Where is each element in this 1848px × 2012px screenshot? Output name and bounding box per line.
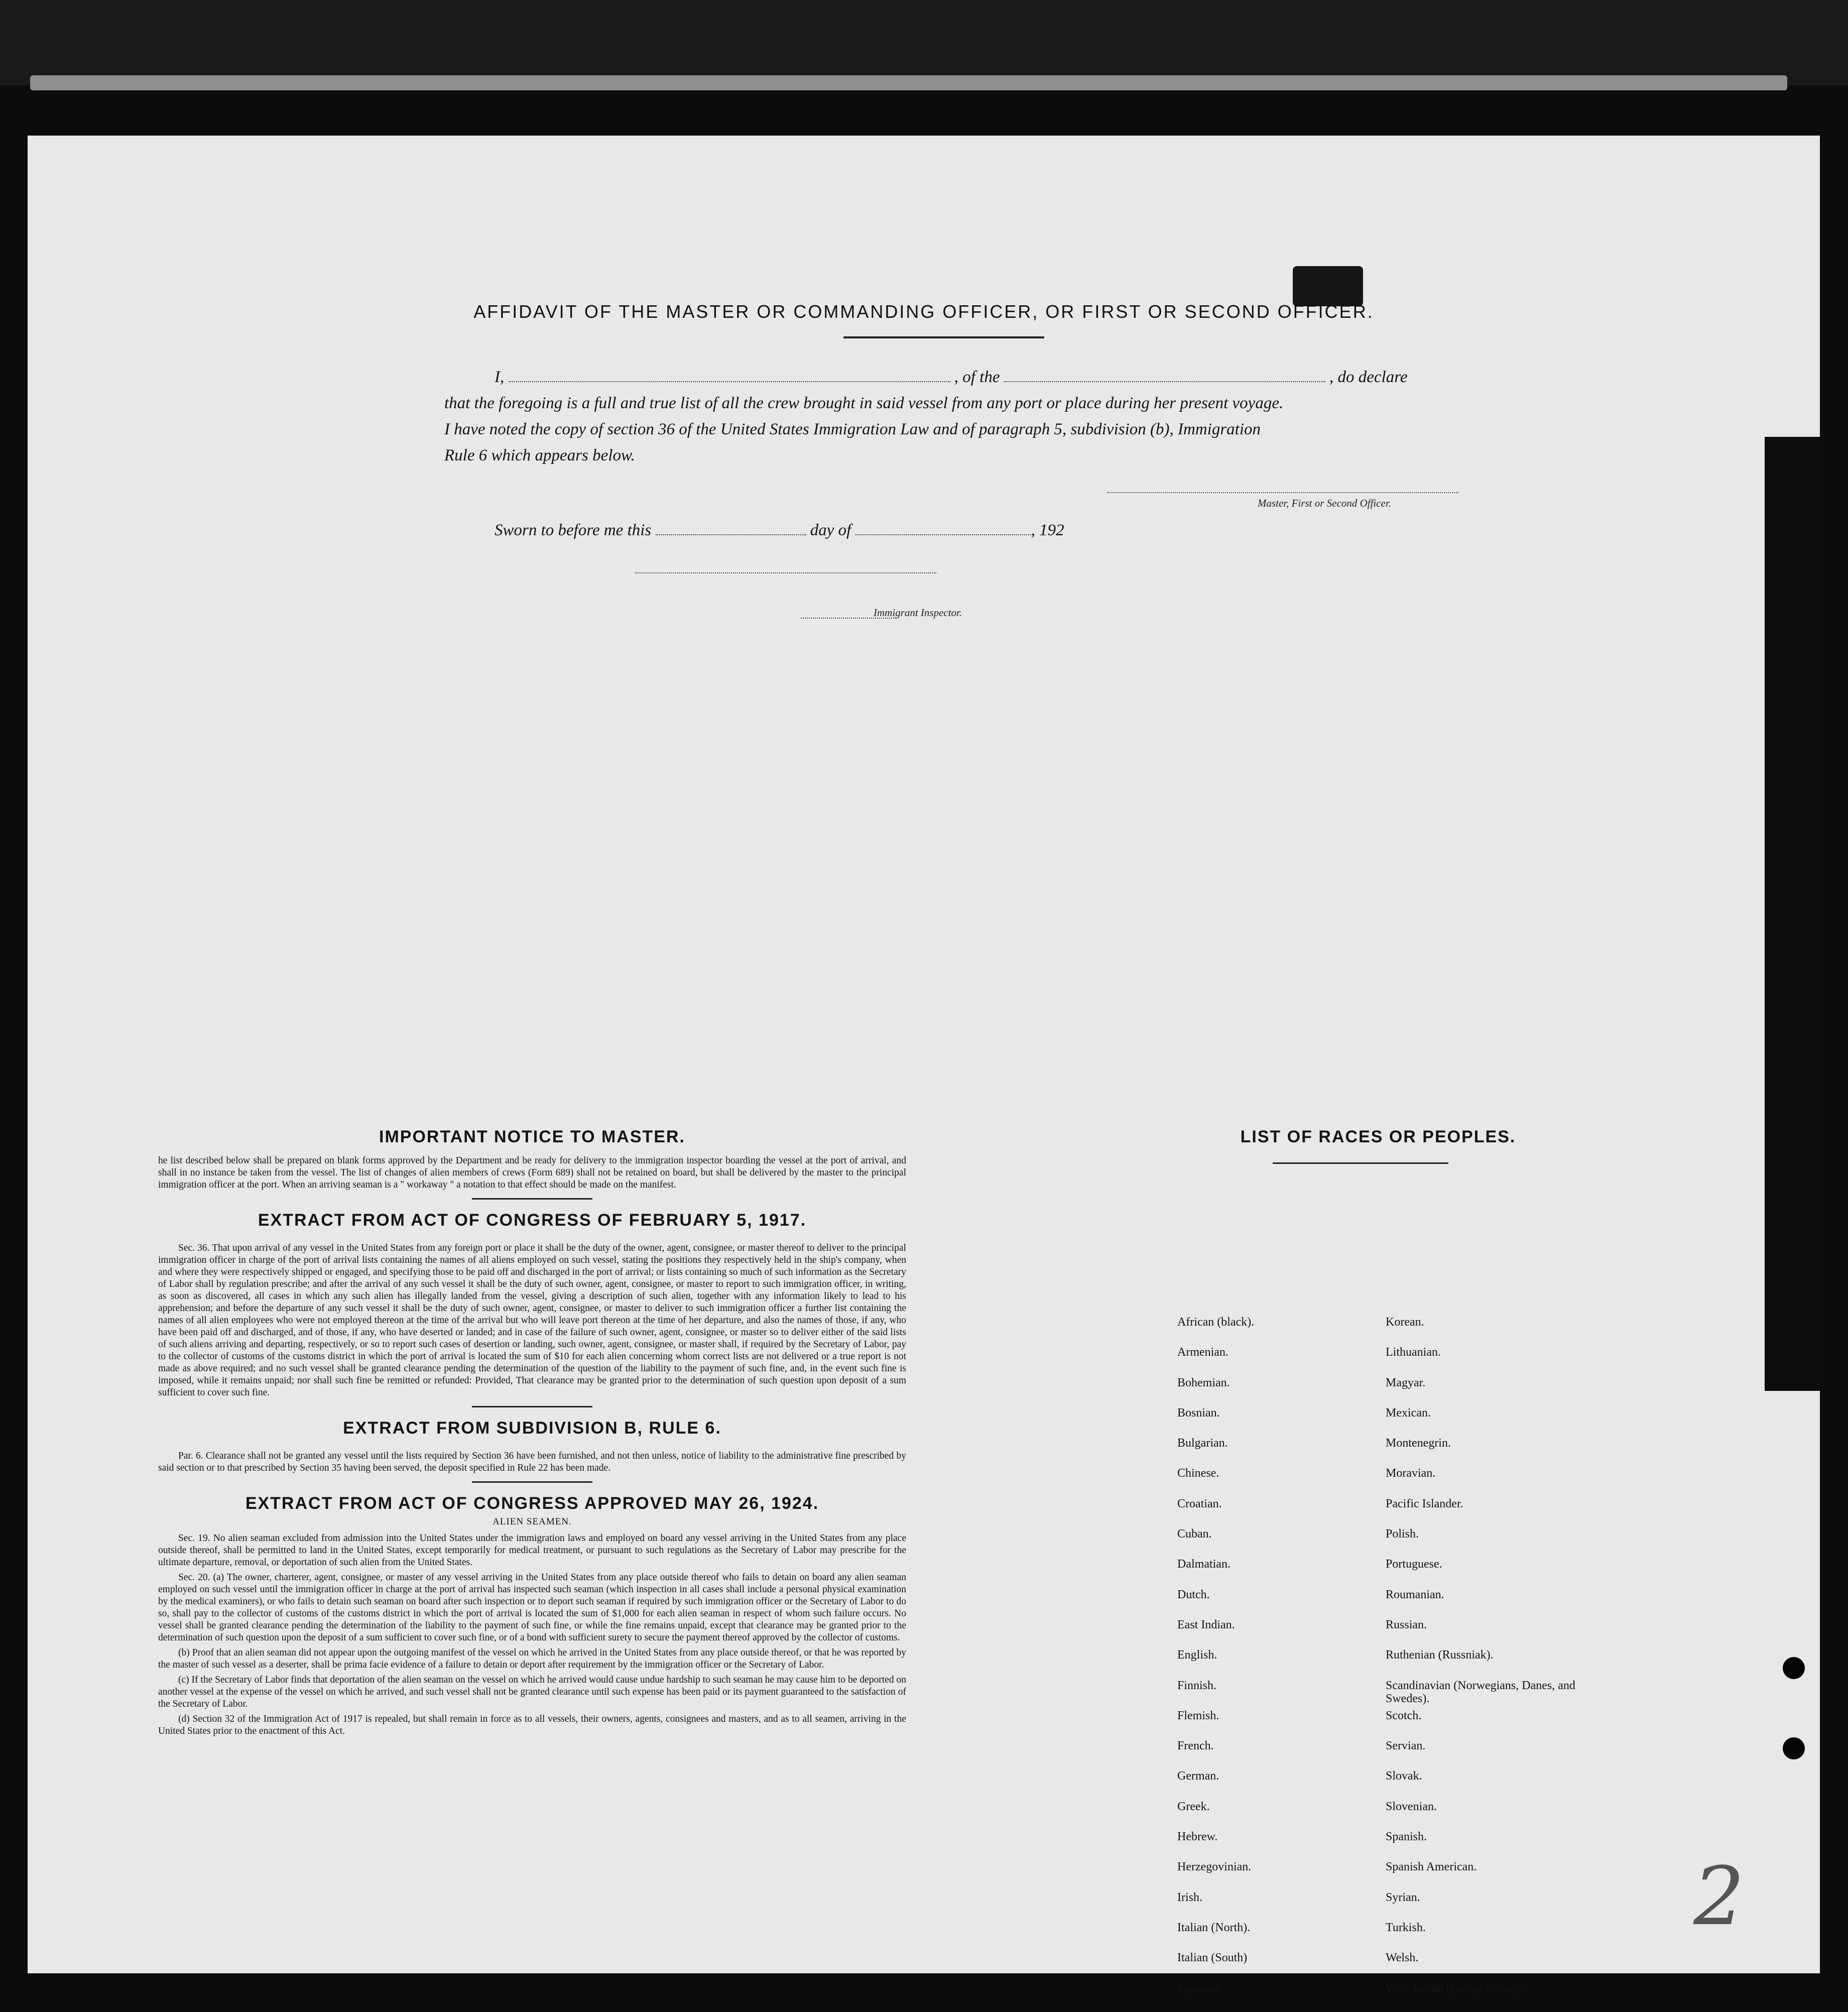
declare-suffix: , do declare xyxy=(1329,368,1408,386)
race-item: Moravian. xyxy=(1386,1467,1436,1480)
race-item: Montenegrin. xyxy=(1386,1437,1451,1450)
affidavit-line1 xyxy=(495,364,1473,390)
race-item: Cuban. xyxy=(1177,1527,1212,1541)
master-signature-caption: Master, First or Second Officer. xyxy=(1258,497,1391,509)
section-rule xyxy=(472,1481,592,1483)
vessel-name-field[interactable] xyxy=(1004,368,1325,382)
race-item: Chinese. xyxy=(1177,1467,1219,1480)
sworn-line xyxy=(495,517,1147,543)
film-border-top xyxy=(0,0,1848,85)
punch-hole xyxy=(1783,1657,1805,1679)
extract-1924-body xyxy=(158,1532,906,1737)
race-item: East Indian. xyxy=(1177,1618,1235,1631)
inspector-caption: Immigrant Inspector. xyxy=(874,607,962,619)
race-item: Spanish. xyxy=(1386,1830,1427,1844)
notice-body xyxy=(158,1155,906,1191)
race-item: Bohemian. xyxy=(1177,1376,1230,1389)
races-right-column xyxy=(1386,1316,1596,2012)
races-title: LIST OF RACES OR PEOPLES. xyxy=(1240,1127,1516,1146)
vessel-prefix: , of the xyxy=(954,368,1000,386)
page-number-mark: 2 xyxy=(1693,1849,1745,1943)
alien-seamen-subtitle: ALIEN SEAMEN. xyxy=(492,1516,572,1527)
race-item: African (black). xyxy=(1177,1316,1255,1329)
race-item: Finnish. xyxy=(1177,1679,1217,1692)
race-item: Bosnian. xyxy=(1177,1406,1220,1419)
document-page xyxy=(28,136,1820,1995)
notice-title: IMPORTANT NOTICE TO MASTER. xyxy=(379,1127,685,1146)
sec19-text: Sec. 19. No alien seaman excluded from admission into the United States under the immigration laws and employed on board any vessel arriving in the United States from any place outside thereof, shall be permitted to land in the United States, except temporarily for medical treatment, or pursuant to such regulations as the Secretary of Labor may prescribe for the ultimate departure, removal, or deportation of such alien from the United States. xyxy=(158,1533,906,1568)
punch-hole xyxy=(1783,1737,1805,1759)
sec36-text: Sec. 36. That upon arrival of any vessel in the United States from any foreign port or place it shall be the duty of the owner, agent, consignee, or master thereof to deliver to the principal immigration officer in charge of the port of arrival lists containing the names of all aliens employed on such vessel, stating the positions they respectively held in the ship's company, when and where they were respectively shipped or engaged, and specifying those to be paid off and discharged in the port of arrival; or lists containing so much of such information as the Secretary of Labor shall by regulation prescribe; and after the arrival of any such vessel it shall be the duty of such owner, agent, consignee, or master to report to such immigration officer, in writing, as soon as discovered, all cases in which any such alien has illegally landed from the vessel, giving a description of such alien, together with any information likely to lead to his apprehension; and before the departure of any such vessel it shall be the duty of such owner, agent, consignee, or master to deliver to such immigration officer a further list containing the names of all alien employees who were not employed thereon at the time of the arrival but who will leave port thereon at the time of her departure, and also the names of those, if any, who have been paid off and discharged, and of those, if any, who have deserted or landed; and in case of the failure of such owner, agent, consignee, or master so to deliver either of the said lists of such aliens arriving and departing, respectively, or so to report such cases of desertion or landing, such owner, agent, consignee, or master shall, if required by the Secretary of Labor, pay to the collector of customs of the customs district in which the port of arrival is located the sum of $10 for each alien concerning whom correct lists are not delivered or a true report is not made as above required; and no such vessel shall be granted clearance pending the determination of the question of the liability to the payment of such fine, and, in the event such fine is imposed, while it remains unpaid; nor shall such fine be remitted or refunded: Provided, That clearance may be granted prior to the determination of such question upon deposit of a sum sufficient to cover such fine. xyxy=(158,1243,906,1398)
race-item: Croatian. xyxy=(1177,1497,1222,1510)
sworn-year: , 192 xyxy=(1031,521,1064,539)
race-item: Italian (North). xyxy=(1177,1921,1251,1934)
race-item: Russian. xyxy=(1386,1618,1427,1631)
race-item: West Indian (except Cuban). xyxy=(1386,1981,1523,1995)
race-item: Pacific Islander. xyxy=(1386,1497,1463,1510)
tape-mark xyxy=(1293,266,1363,306)
race-item: Flemish. xyxy=(1177,1709,1219,1722)
declarant-prefix: I, xyxy=(495,368,505,386)
race-item: Slovak. xyxy=(1386,1769,1422,1783)
par6-text: Par. 6. Clearance shall not be granted any vessel until the lists required by Section 36 have been furnished, and not then unless, notice of liability to the administrative fine prescribed by said section or to that prescribed by Section 35 having been served, the deposit specified in Rule 22 has been made. xyxy=(158,1451,906,1473)
sworn-prefix: Sworn to before me this xyxy=(495,521,652,539)
extract-1924-title: EXTRACT FROM ACT OF CONGRESS APPROVED MAY 26, 1924. xyxy=(245,1494,819,1513)
inspector-signature-line[interactable] xyxy=(635,572,936,573)
affidavit-line4: Rule 6 which appears below. xyxy=(444,446,635,464)
races-left-column xyxy=(1177,1316,1388,2012)
race-item: Japanese. xyxy=(1177,1981,1223,1995)
race-item: German. xyxy=(1177,1769,1219,1783)
race-item: Mexican. xyxy=(1386,1406,1431,1419)
affidavit-title: AFFIDAVIT OF THE MASTER OR COMMANDING OFFICER, OR FIRST OR SECOND OFFICER. xyxy=(473,301,1374,322)
extract-rule6-body xyxy=(158,1450,906,1474)
race-item: Armenian. xyxy=(1177,1346,1228,1359)
extract-1917-title: EXTRACT FROM ACT OF CONGRESS OF FEBRUARY 5, 1917. xyxy=(258,1211,807,1230)
race-item: Herzegovinian. xyxy=(1177,1860,1252,1874)
affidavit-line3: I have noted the copy of section 36 of the United States Immigration Law and of paragraph 5, subdivision (b), Immigration xyxy=(444,420,1261,438)
race-item: French. xyxy=(1177,1739,1214,1753)
title-rule xyxy=(843,336,1044,338)
race-item: Irish. xyxy=(1177,1890,1202,1904)
race-item: Korean. xyxy=(1386,1316,1424,1329)
race-item: Scandinavian (Norwegians, Danes, and Swedes). xyxy=(1386,1679,1575,1705)
notice-column xyxy=(158,1127,906,1740)
race-item: Scotch. xyxy=(1386,1709,1422,1722)
sec20c-text: (c) If the Secretary of Labor finds that deportation of the alien seaman on the vessel on which he arrived would cause undue hardship to such seaman he may cause him to be deported on another vessel at the expense of the vessel on which he arrived, and such vessel shall not be granted clearance until such expense has been paid or its payment guaranteed to the satisfaction of the Secretary of Labor. xyxy=(158,1675,906,1709)
sec20d-text: (d) Section 32 of the Immigration Act of 1917 is repealed, but shall remain in force as to all vessels, their owners, agents, consignees and masters, and as to all seamen, arriving in the United States prior to the enactment of this Act. xyxy=(158,1714,906,1736)
section-rule xyxy=(472,1198,592,1200)
race-item: Magyar. xyxy=(1386,1376,1426,1389)
race-item: Servian. xyxy=(1386,1739,1426,1753)
race-item: Lithuanian. xyxy=(1386,1346,1441,1359)
film-strip xyxy=(30,75,1787,90)
race-item: Slovenian. xyxy=(1386,1800,1437,1813)
race-item: Polish. xyxy=(1386,1527,1419,1541)
races-rule xyxy=(1273,1162,1448,1164)
race-item: Greek. xyxy=(1177,1800,1210,1813)
race-item: Dutch. xyxy=(1177,1588,1210,1601)
race-item: English. xyxy=(1177,1648,1217,1662)
race-item: Syrian. xyxy=(1386,1890,1420,1904)
notice-text: he list described below shall be prepared on blank forms approved by the Department and be ready for delivery to the immigration inspector boarding the vessel at the port of arrival, and shall in no instance be taken from the vessel. The list of changes of alien members of crews (Form 689) shall not be retained on board, but shall be delivered by the master to the principal immigration officer at the port. When an arriving seaman is a " workaway " a notation to that effect should be made on the manifest. xyxy=(158,1155,906,1190)
race-item: Roumanian. xyxy=(1386,1588,1444,1601)
declarant-name-field[interactable] xyxy=(509,368,950,382)
race-item: Hebrew. xyxy=(1177,1830,1218,1844)
section-rule xyxy=(472,1406,592,1407)
extract-1917-body xyxy=(158,1242,906,1399)
race-item: Turkish. xyxy=(1386,1921,1426,1934)
affidavit-line2: that the foregoing is a full and true list of all the crew brought in said vessel from any port or place during her present voyage. xyxy=(444,394,1284,412)
master-signature-line[interactable] xyxy=(1107,492,1458,493)
race-item: Ruthenian (Russniak). xyxy=(1386,1648,1494,1662)
sworn-day-field[interactable] xyxy=(656,521,806,535)
extract-rule6-title: EXTRACT FROM SUBDIVISION B, RULE 6. xyxy=(343,1418,721,1438)
sworn-day-of: day of xyxy=(810,521,851,539)
sec20a-text: Sec. 20. (a) The owner, charterer, agent, consignee, or master of any vessel arriving in the United States from any place outside thereof who fails to detain on board any alien seaman employed on such vessel until the immigration officer in charge at the port of arrival has inspected such seaman (which inspection in all cases shall include a personal physical examination by the medical examiners), or who fails to detain such seaman on board after such inspection or to deport such seaman if required by such immigration officer or the Secretary of Labor to do so, shall pay to the collector of customs of the customs district in which the port of arrival is located the sum of $1,000 for each alien seaman in respect of whom such failure occurs. No vessel shall be granted clearance pending the determination of the liability to the payment of such fine, or while the fine remains unpaid, except that clearance may be granted prior to the determination of such question upon the deposit of a sum sufficient to cover such fine, or of a bond with sufficient surety to secure the payment thereof approved by the collector of customs. xyxy=(158,1572,906,1643)
torn-edge xyxy=(1765,437,1820,1391)
race-item: Italian (South) xyxy=(1177,1951,1248,1965)
race-item: Dalmatian. xyxy=(1177,1558,1230,1571)
sworn-month-field[interactable] xyxy=(855,521,1031,535)
race-item: Spanish American. xyxy=(1386,1860,1477,1874)
sec20b-text: (b) Proof that an alien seaman did not appear upon the outgoing manifest of the vessel on which he arrived in the United States from any place outside thereof, or that he was reported by the master of such vessel as a deserter, shall be prima facie evidence of a failure to detain or deport after requirement by the immigration officer or the Secretary of Labor. xyxy=(158,1647,906,1670)
race-item: Portuguese. xyxy=(1386,1558,1442,1571)
race-item: Welsh. xyxy=(1386,1951,1419,1965)
race-item: Bulgarian. xyxy=(1177,1437,1228,1450)
